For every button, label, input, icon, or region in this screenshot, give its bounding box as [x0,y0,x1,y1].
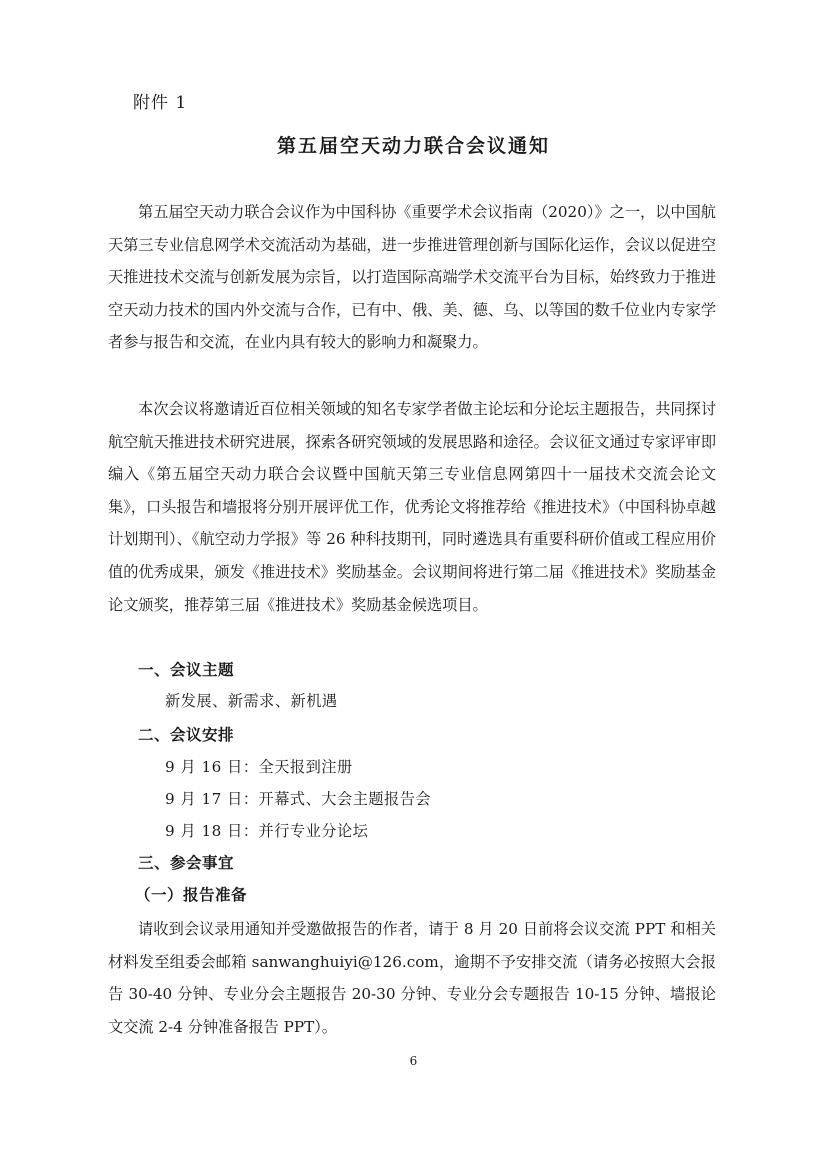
theme-text: 新发展、新需求、新机遇 [165,692,338,710]
report-prep-paragraph: 请收到会议录用通知并受邀做报告的作者，请于 8 月 20 日前将会议交流 PPT 和相关材料发至组委会邮箱 sanwanghuiyi@126.com，逾期不予安排交流（请务必按照大会报告 30-40 分钟、专业分会主题报告 20-30 分钟、专业分会专题报告 10-15 分钟、墙报论文交流 2-4 分钟准备报告 PPT）。 [108,920,716,1036]
attachment-label: 附件 1 [133,93,188,113]
schedule-item: 9 月 16 日：全天报到注册 [165,758,353,776]
schedule-item: 9 月 18 日：并行专业分论坛 [165,822,369,840]
intro-paragraph: 第五届空天动力联合会议作为中国科协《重要学术会议指南（2020）》之一，以中国航天第三专业信息网学术交流活动为基础，进一步推进管理创新与国际化运作，会议以促进空天推进技术交流与创新发展为宗旨，以打造国际高端学术交流平台为目标，始终致力于推进空天动力技术的国内外交流与合作，已有中、俄、美、德、乌、以等国的数千位业内专家学者参与报告和交流，在业内具有较大的影响力和凝聚力。 [108,203,716,352]
schedule-item: 9 月 17 日：开幕式、大会主题报告会 [165,790,432,808]
attendance-heading: 三、参会事宜 [138,854,235,872]
document-title: 第五届空天动力联合会议通知 [276,135,550,157]
invite-paragraph: 本次会议将邀请近百位相关领域的知名专家学者做主论坛和分论坛主题报告，共同探讨航空航天推进技术研究进展，探索各研究领域的发展思路和途径。会议征文通过专家评审即编入《第五届空天动力联合会议暨中国航天第三专业信息网第四十一届技术交流会论文集》，口头报告和墙报将分别开展评优工作，优秀论文将推荐给《推进技术》（中国科协卓越计划期刊）、《航空动力学报》等 26 种科技期刊，同时遴选具有重要科研价值或工程应用价值的优秀成果，颁发《推进技术》奖励基金。会议期间将进行第二届《推进技术》奖励基金论文颁奖，推荐第三届《推进技术》奖励基金候选项目。 [108,400,716,614]
page-number: 6 [409,1054,418,1068]
schedule-heading: 二、会议安排 [138,726,235,744]
theme-heading: 一、会议主题 [138,661,235,679]
report-prep-heading: （一）报告准备 [135,886,248,904]
